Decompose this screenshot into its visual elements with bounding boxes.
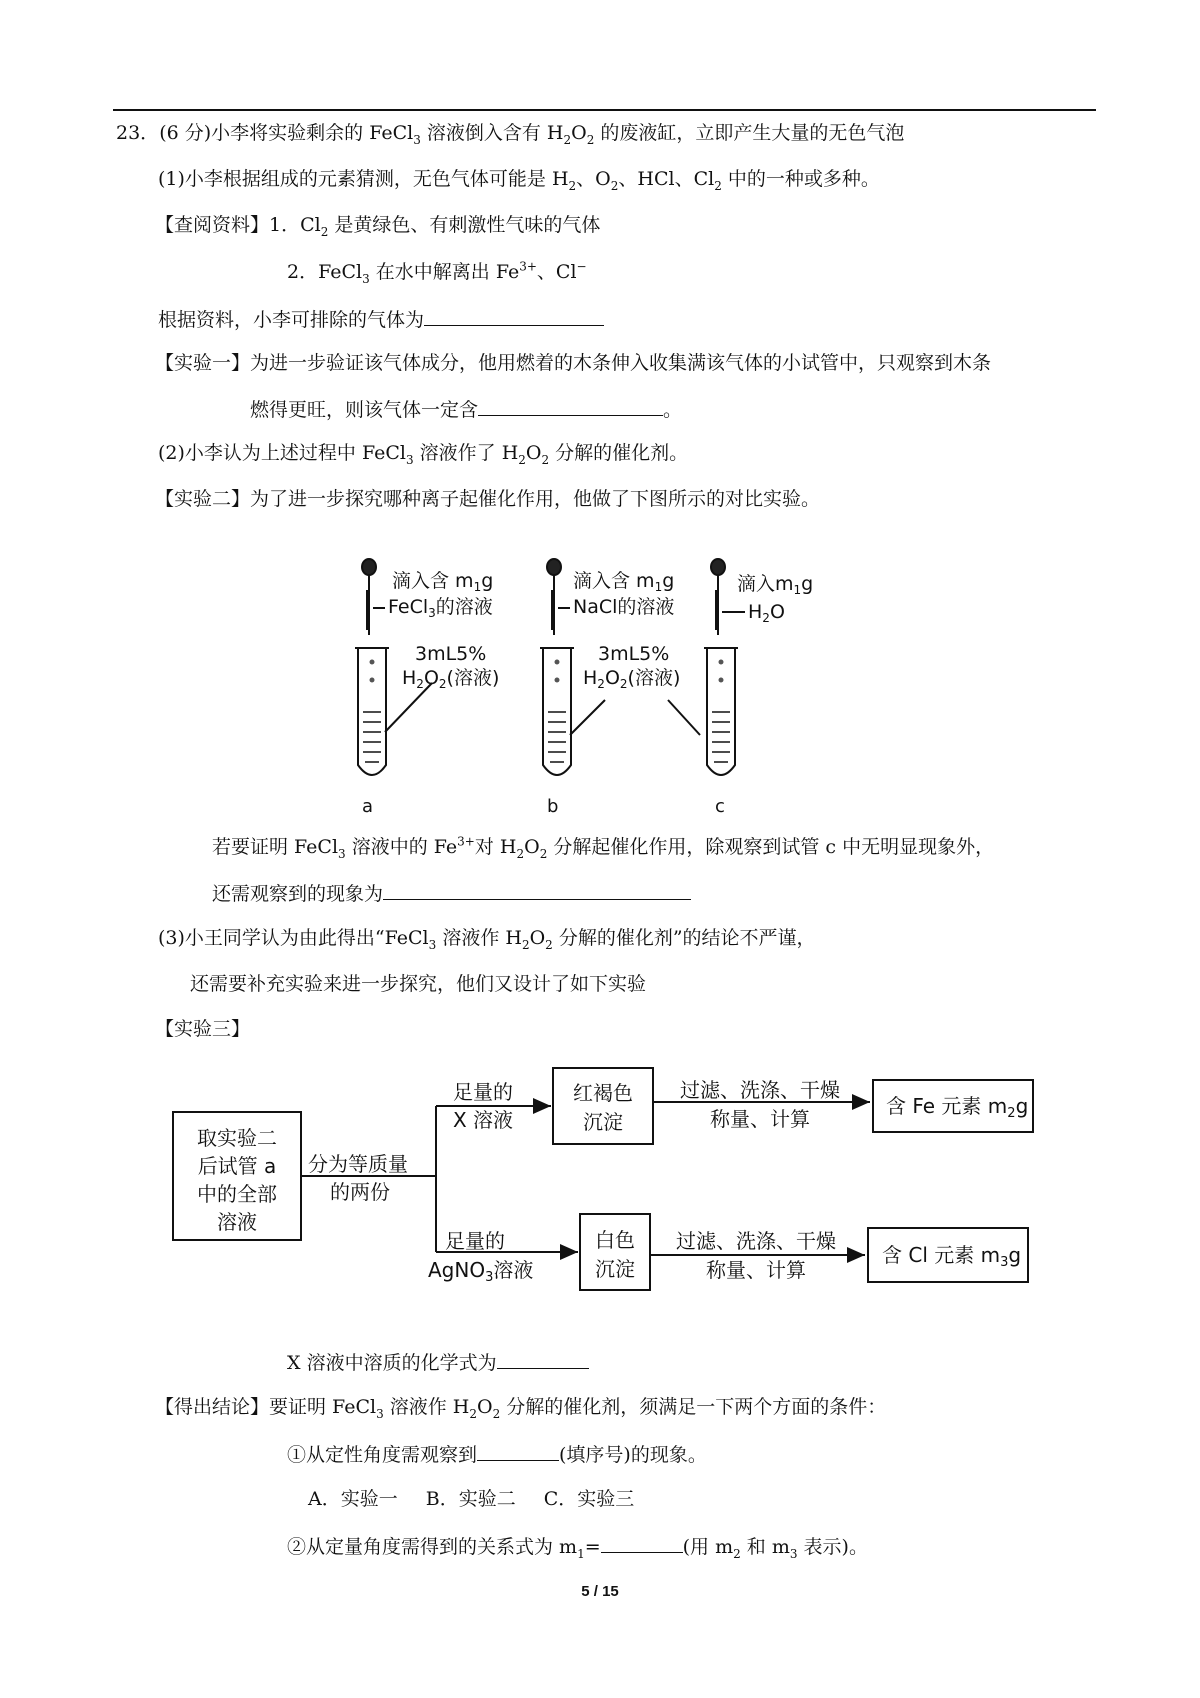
svg-text:的两份: 的两份 [330, 1180, 390, 1204]
answer-blank-formula[interactable] [497, 1348, 589, 1369]
svg-text:过滤、洗涤、干燥: 过滤、洗涤、干燥 [676, 1229, 836, 1253]
experiment-1-tag: 【实验一】 [155, 352, 251, 374]
svg-text:分为等质量: 分为等质量 [308, 1152, 408, 1176]
svg-text:H2O2(溶液): $H_2O_2$(溶液) [583, 667, 681, 691]
page-number: 5 / 15 [581, 1583, 619, 1600]
svg-text:3mL5%: 3mL5% [598, 643, 670, 665]
part2-statement: (2)小李认为上述过程中 FeCl$_3$ 溶液作了 $H_2O_2$ 分解的催化剂。 [158, 442, 689, 467]
question-score: (6 分) [159, 122, 212, 144]
part1-guess: (1)小李根据组成的元素猜测，无色气体可能是 $H_2$、$O_2$、HCl、$Cl_2$ 中的一种或多种。 [158, 168, 880, 193]
svg-text:X 溶液: X 溶液 [453, 1108, 514, 1132]
svg-text:AgNO3溶液: AgNO$_3$溶液 [428, 1258, 534, 1285]
question-intro: 23．(6 分)小李将实验剩余的 FeCl$_3$ 溶液倒入含有 $H_2O_2$ 的废液缸，立即产生大量的无色气泡 [116, 122, 905, 147]
x-solution-question: X 溶液中溶质的化学式为 [287, 1348, 589, 1376]
svg-text:沉淀: 沉淀 [583, 1110, 623, 1134]
svg-text:H2O2(溶液): $H_2O_2$(溶液) [402, 667, 500, 691]
conclusion: 【得出结论】要证明 FeCl$_3$ 溶液作 $H_2O_2$ 分解的催化剂，须满足一下两个方面的条件： [155, 1396, 887, 1421]
tube-label-b: b [547, 796, 559, 817]
conclusion-tag: 【得出结论】 [155, 1396, 270, 1418]
tube-label-a: a [362, 796, 374, 817]
experiment-3-tag: 【实验三】 [155, 1018, 251, 1040]
svg-text:滴入含 m1g: 滴入含 $m_1g$ [392, 570, 494, 594]
svg-text:中的全部: 中的全部 [197, 1182, 277, 1206]
conclusion-qualitative: ①从定性角度需观察到 (填序号)的现象。 [287, 1440, 707, 1468]
reference-item-2: 2．FeCl$_3$ 在水中解离出 $Fe^{3+}$、Cl− [287, 259, 587, 286]
experiment-2-tag: 【实验二】 [155, 488, 251, 510]
svg-text:沉淀: 沉淀 [595, 1257, 635, 1281]
svg-text:FeCl3的溶液: FeCl$_3$的溶液 [388, 596, 493, 620]
answer-blank-quantitative[interactable] [601, 1532, 683, 1553]
svg-text:滴入含 m1g: 滴入含 $m_1g$ [573, 570, 675, 594]
svg-text:溶液: 溶液 [217, 1210, 257, 1234]
svg-text:称量、计算: 称量、计算 [706, 1258, 806, 1282]
option-c: C．实验三 [543, 1488, 635, 1510]
conclusion-quantitative: ②从定量角度需得到的关系式为 $m_1=$ (用 $m_2$ 和 $m_3$ 表示)。 [287, 1532, 868, 1560]
option-a: A．实验一 [308, 1488, 398, 1510]
svg-text:滴入m1g: 滴入$m_1g$ [737, 573, 814, 597]
svg-text:足量的: 足量的 [453, 1080, 513, 1104]
svg-text:后试管 a: 后试管 a [197, 1154, 277, 1178]
options [308, 1486, 634, 1512]
experiment-1-cont: 燃得更旺，则该气体一定含 。 [250, 395, 682, 423]
prove-observation: 还需观察到的现象为 [212, 879, 691, 907]
experiment-2: 【实验二】为了进一步探究哪种离子起催化作用，他做了下图所示的对比实验。 [155, 488, 821, 510]
svg-text:含 Fe 元素 m2g: 含 Fe 元素 $m_2g$ [886, 1094, 1029, 1121]
reference-tag: 【查阅资料】 [155, 214, 270, 236]
option-b: B．实验二 [425, 1488, 516, 1510]
answer-blank-qualitative[interactable] [477, 1440, 559, 1461]
svg-text:足量的: 足量的 [445, 1229, 505, 1253]
tube-label-c: c [715, 796, 725, 817]
svg-text:称量、计算: 称量、计算 [710, 1107, 810, 1131]
part3-statement: (3)小王同学认为由此得出“FeCl$_3$ 溶液作 $H_2O_2$ 分解的催化剂”的结论不严谨， [158, 927, 816, 952]
svg-text:过滤、洗涤、干燥: 过滤、洗涤、干燥 [680, 1078, 840, 1102]
svg-text:H2O: $H_2O$ [748, 601, 785, 625]
part3-cont: 还需要补充实验来进一步探究，他们又设计了如下实验 [190, 973, 647, 995]
prove-condition: 若要证明 FeCl$_3$ 溶液中的 $Fe^{3+}$对 $H_2O_2$ 分解起催化作用，除观察到试管 c 中无明显现象外， [212, 834, 995, 861]
svg-text:红褐色: 红褐色 [573, 1081, 633, 1105]
svg-text:3mL5%: 3mL5% [415, 643, 487, 665]
question-number: 23． [116, 122, 160, 144]
svg-text:NaCl的溶液: NaCl的溶液 [573, 596, 675, 618]
svg-text:含 Cl 元素 m3g: 含 Cl 元素 $m_3g$ [882, 1243, 1022, 1270]
experiment-1: 【实验一】为进一步验证该气体成分，他用燃着的木条伸入收集满该气体的小试管中，只观察到木条 [155, 352, 992, 374]
svg-text:白色: 白色 [595, 1228, 635, 1252]
exclude-question: 根据资料，小李可排除的气体为 [158, 305, 604, 333]
reference-item-1: 【查阅资料】1．$Cl_2$ 是黄绿色、有刺激性气味的气体 [155, 214, 601, 239]
svg-text:取实验二: 取实验二 [197, 1126, 277, 1150]
